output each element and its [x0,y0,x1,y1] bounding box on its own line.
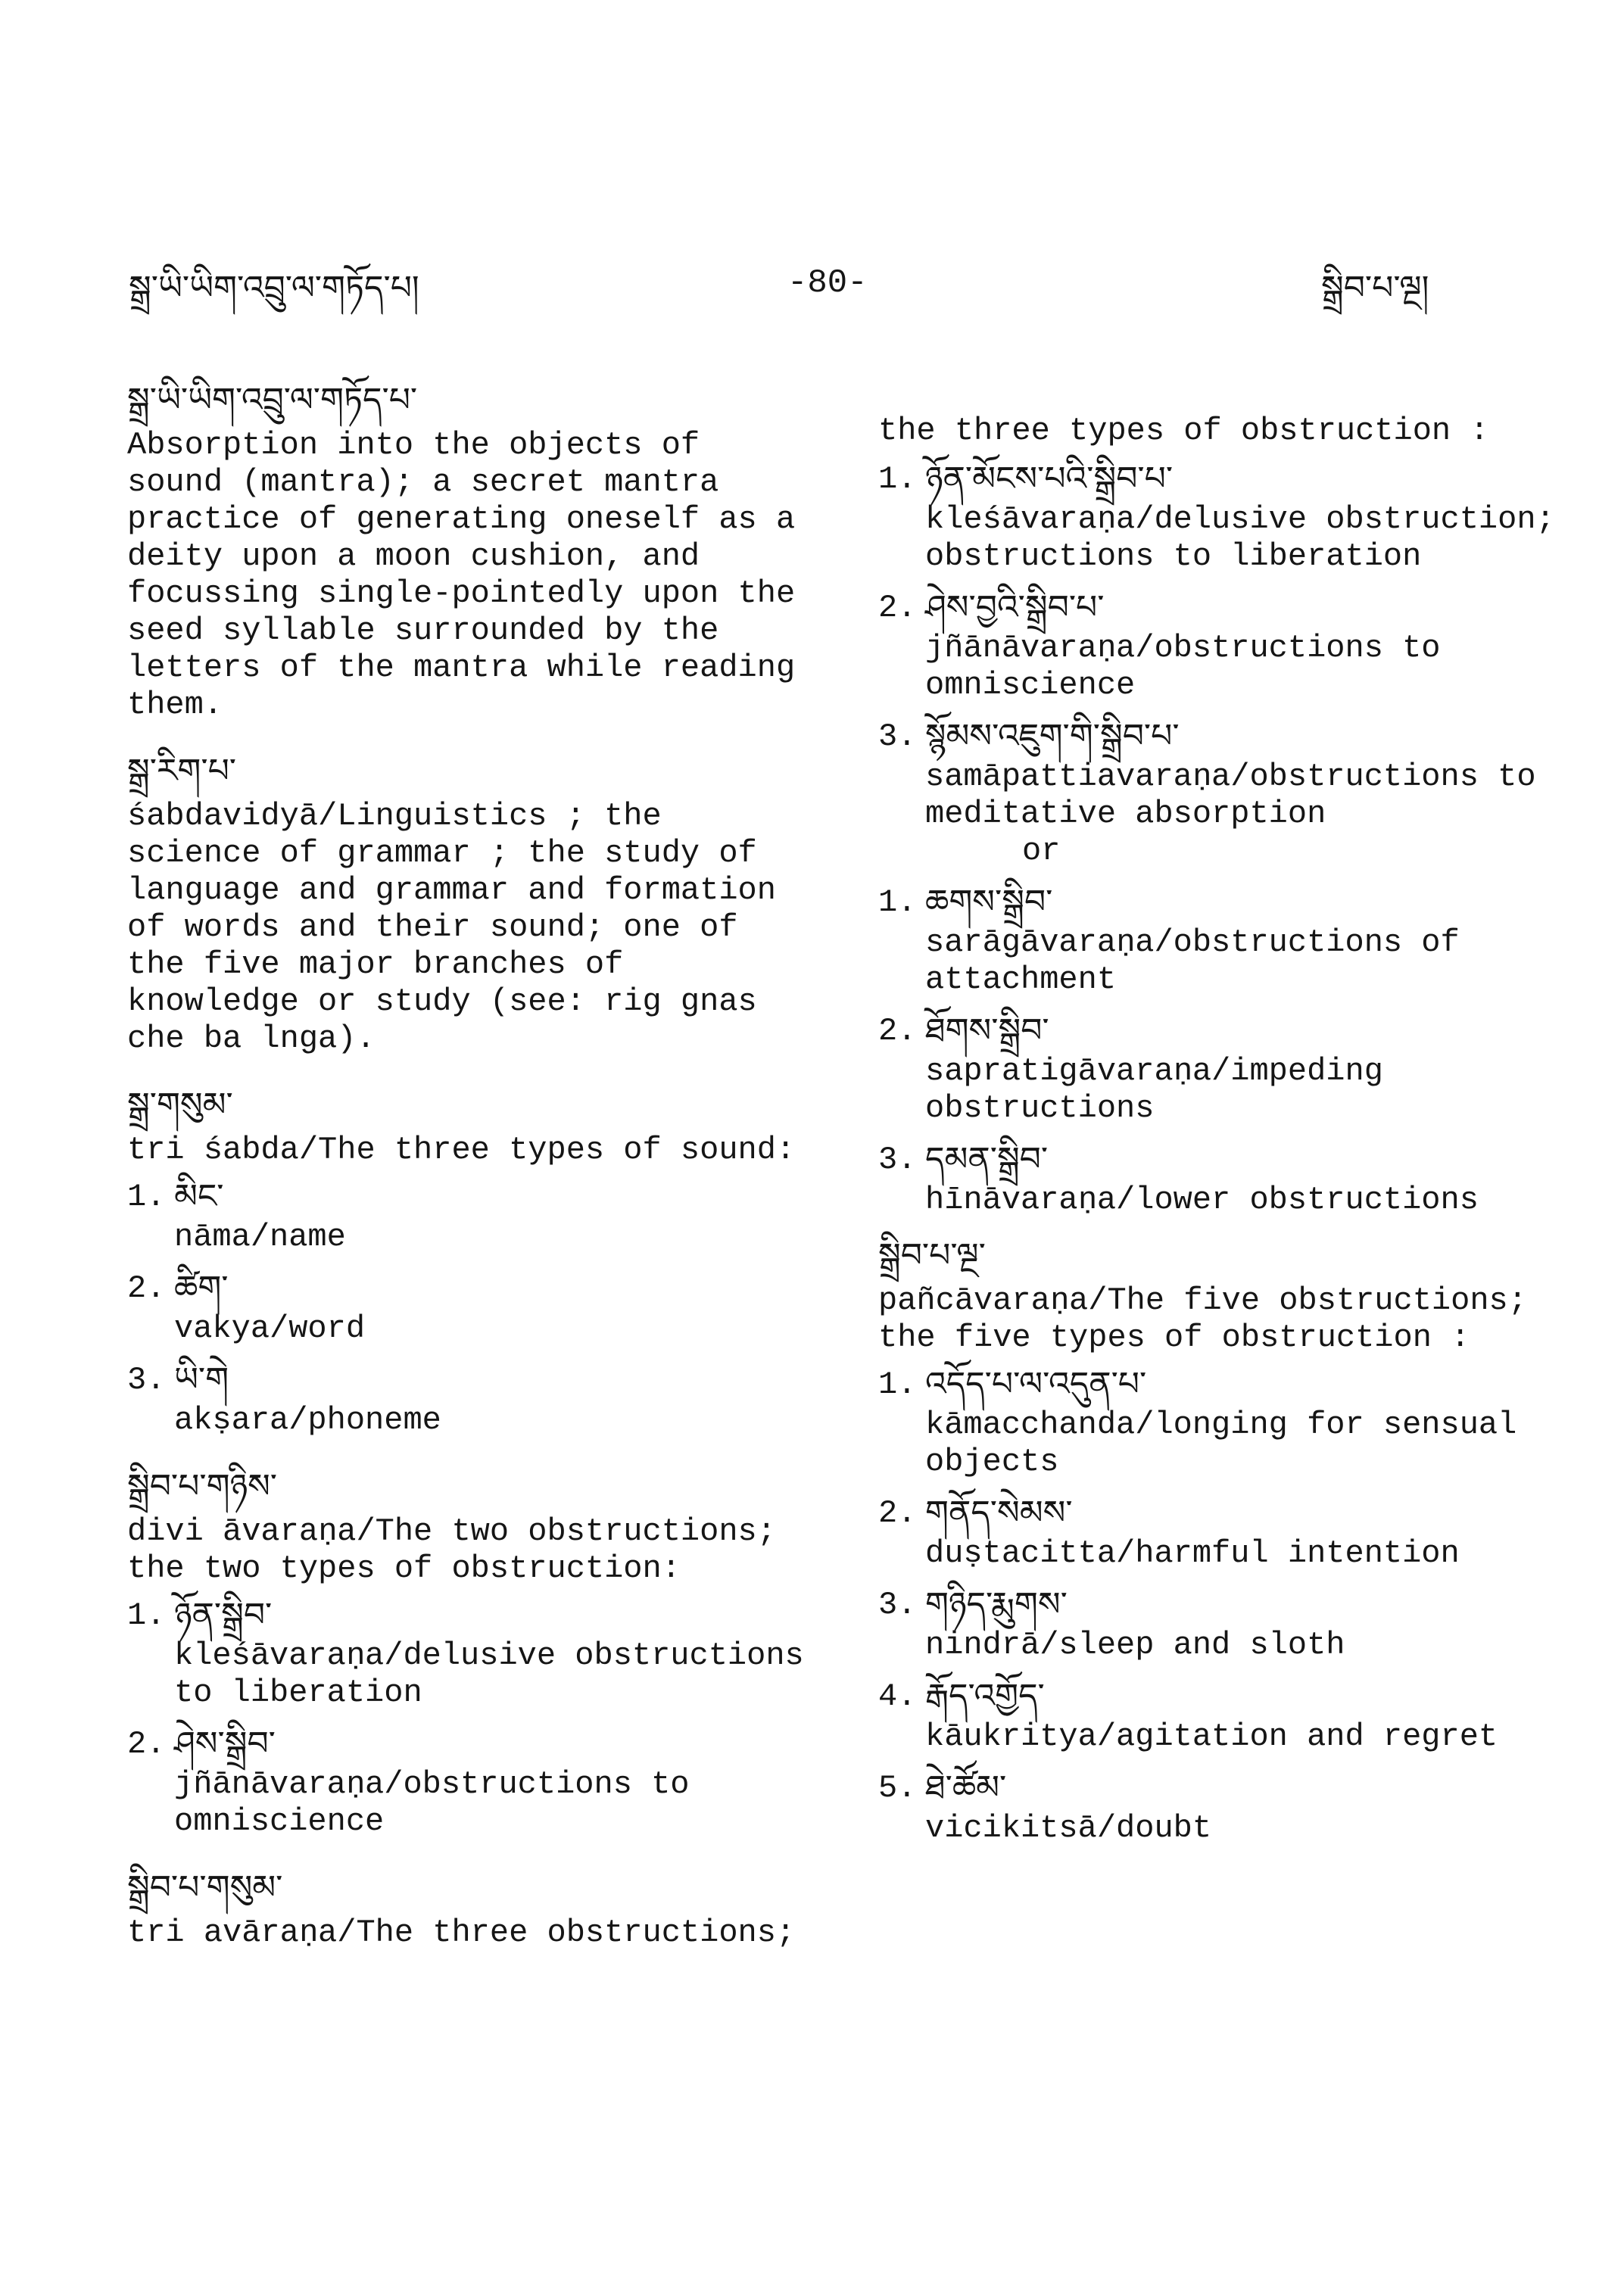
entry-headword: སྒྲ་རིག་པ་ [127,752,237,790]
list-item [878,880,1560,999]
list-item [127,1594,809,1712]
item-number: 1. [878,884,917,921]
item-tibetan: སྙོམས་འཇུག་གི་སྒྲིབ་པ་ [925,717,1180,756]
item-number: 2. [878,590,917,626]
numbered-list [878,880,1560,1219]
item-tibetan: ཚིག་ [174,1269,229,1307]
item-number: 3. [127,1362,166,1398]
entry-sgra-gsum [127,1083,809,1439]
item-tibetan: མིང་ [174,1177,224,1216]
list-item [878,1138,1560,1219]
item-tibetan: ཐོགས་སྒྲིབ་ [925,1011,1049,1050]
entry-sgra-yi-yig [127,379,809,724]
list-item [127,1722,809,1840]
page-number: -80- [787,264,868,302]
item-number: 3. [878,1587,917,1623]
item-translation: jñānāvaraṇa/obstructions to omniscience [925,630,1441,703]
item-translation: nāma/name [174,1219,346,1255]
entry-headword: སྒྲ་གསུམ་ [127,1086,233,1124]
item-number: 2. [127,1726,166,1762]
item-translation: kāukritya/agitation and regret [925,1718,1498,1755]
header-right-tibetan: སྒྲིབ་པ་ལྔ། [1321,269,1429,307]
item-number: 2. [878,1495,917,1531]
list-item [878,715,1560,833]
item-tibetan: ཡི་གེ [174,1360,229,1399]
item-tibetan: ཤེས་སྒྲིབ་ [174,1724,276,1763]
item-tibetan: གཉིད་རྨུགས་ [925,1585,1068,1624]
entry-definition: pañcāvaraṇa/The five obstructions; the five types of obstruction : [878,1282,1527,1356]
item-translation: sarāgāvaraṇa/obstructions of attachment [925,924,1460,998]
continuation-intro: the three types of obstruction : [878,413,1489,449]
item-tibetan: གནོད་སེམས་ [925,1494,1073,1532]
list-item [878,1491,1560,1572]
list-item [127,1358,809,1439]
item-number: 5. [878,1770,917,1806]
item-translation: samāpattiavaraṇa/obstructions to meditative absorption [925,759,1536,832]
list-item [878,1583,1560,1664]
item-translation: nindrā/sleep and sloth [925,1627,1345,1663]
item-tibetan: ཆགས་སྒྲིབ་ [925,883,1053,921]
numbered-list [127,1594,809,1840]
list-item [878,1009,1560,1127]
item-translation: akṣara/phoneme [174,1402,441,1438]
entry-sgrib-pa-lnga [878,1234,1560,1847]
left-column [127,379,809,1977]
item-number: 3. [878,1142,917,1178]
entry-headword: སྒྲ་ཡི་ཡིག་འབྲུ་ལ་གཏོད་པ་ [127,381,418,419]
list-item [127,1175,809,1256]
header-left-tibetan: སྒྲ་ཡི་ཡིག་འབྲུ་ལ་གཏོད་པ། [129,269,419,307]
entry-headword: སྒྲིབ་པ་གཉིས་ [127,1467,278,1506]
item-translation: jñānāvaraṇa/obstructions to omniscience [174,1766,690,1840]
item-translation: hīnāvaraṇa/lower obstructions [925,1182,1479,1218]
entry-sgra-rig-pa [127,749,809,1058]
item-tibetan: ཉོན་མོངས་པའི་སྒྲིབ་པ་ [925,460,1174,498]
item-translation: kāmacchanda/longing for sensual objects [925,1407,1517,1480]
item-tibetan: རྒོད་འགྱོད་ [925,1677,1045,1715]
list-item [878,1363,1560,1481]
item-number: 1. [127,1179,166,1215]
entry-headword: སྒྲིབ་པ་གསུམ་ [127,1868,283,1907]
item-tibetan: འདོད་པ་ལ་འདུན་པ་ [925,1365,1147,1404]
item-number: 4. [878,1678,917,1715]
entry-sgrib-pa-gsum [127,1866,809,1952]
item-tibetan: ཉོན་སྒྲིབ་ [174,1596,273,1634]
item-number: 1. [878,461,917,497]
item-number: 1. [127,1597,166,1634]
numbered-list [878,457,1560,833]
numbered-list [878,1363,1560,1847]
item-translation: kleśāvaraṇa/delusive obstruction; obstructions to liberation [925,501,1555,575]
item-number: 1. [878,1366,917,1403]
entry-sgrib-pa-gnyis [127,1465,809,1840]
or-separator: or [1022,833,1061,869]
item-number: 2. [127,1270,166,1307]
item-tibetan: ཤེས་བྱའི་སྒྲིབ་པ་ [925,588,1105,627]
item-tibetan: ཐེ་ཚོམ་ [925,1768,1007,1807]
list-item [878,1675,1560,1756]
item-translation: sapratigāvaraṇa/impeding obstructions [925,1053,1383,1126]
list-item [878,586,1560,704]
item-translation: vakya/word [174,1310,366,1347]
list-item [878,1766,1560,1847]
item-translation: kleśāvaraṇa/delusive obstructions to liberation [174,1637,804,1711]
entry-definition: śabdavidyā/Linguistics ; the science of grammar ; the study of language and grammar and formation of words and their sound; one of the five major branches of knowledge or study (see: rig gnas che ba lnga). [127,798,776,1057]
entry-definition: tri śabda/The three types of sound: [127,1132,796,1168]
right-column [878,413,1560,1873]
item-number: 3. [878,718,917,755]
item-tibetan: དམན་སྒྲིབ་ [925,1140,1049,1179]
numbered-list [127,1175,809,1439]
item-translation: duṣtacitta/harmful intention [925,1535,1460,1572]
entry-headword: སྒྲིབ་པ་ལྔ་ [878,1236,986,1275]
item-number: 2. [878,1013,917,1049]
entry-definition: Absorption into the objects of sound (mantra); a secret mantra practice of generating oneself as a deity upon a moon cushion, and focussing single-pointedly upon the seed syllable surrounded by the letters of the mantra while reading them. [127,427,796,723]
item-translation: vicikitsā/doubt [925,1810,1212,1846]
list-item [127,1266,809,1347]
list-item [878,457,1560,575]
entry-definition: tri avāraṇa/The three obstructions; [127,1914,796,1951]
entry-definition: divi āvaraṇa/The two obstructions; the two types of obstruction: [127,1513,776,1587]
